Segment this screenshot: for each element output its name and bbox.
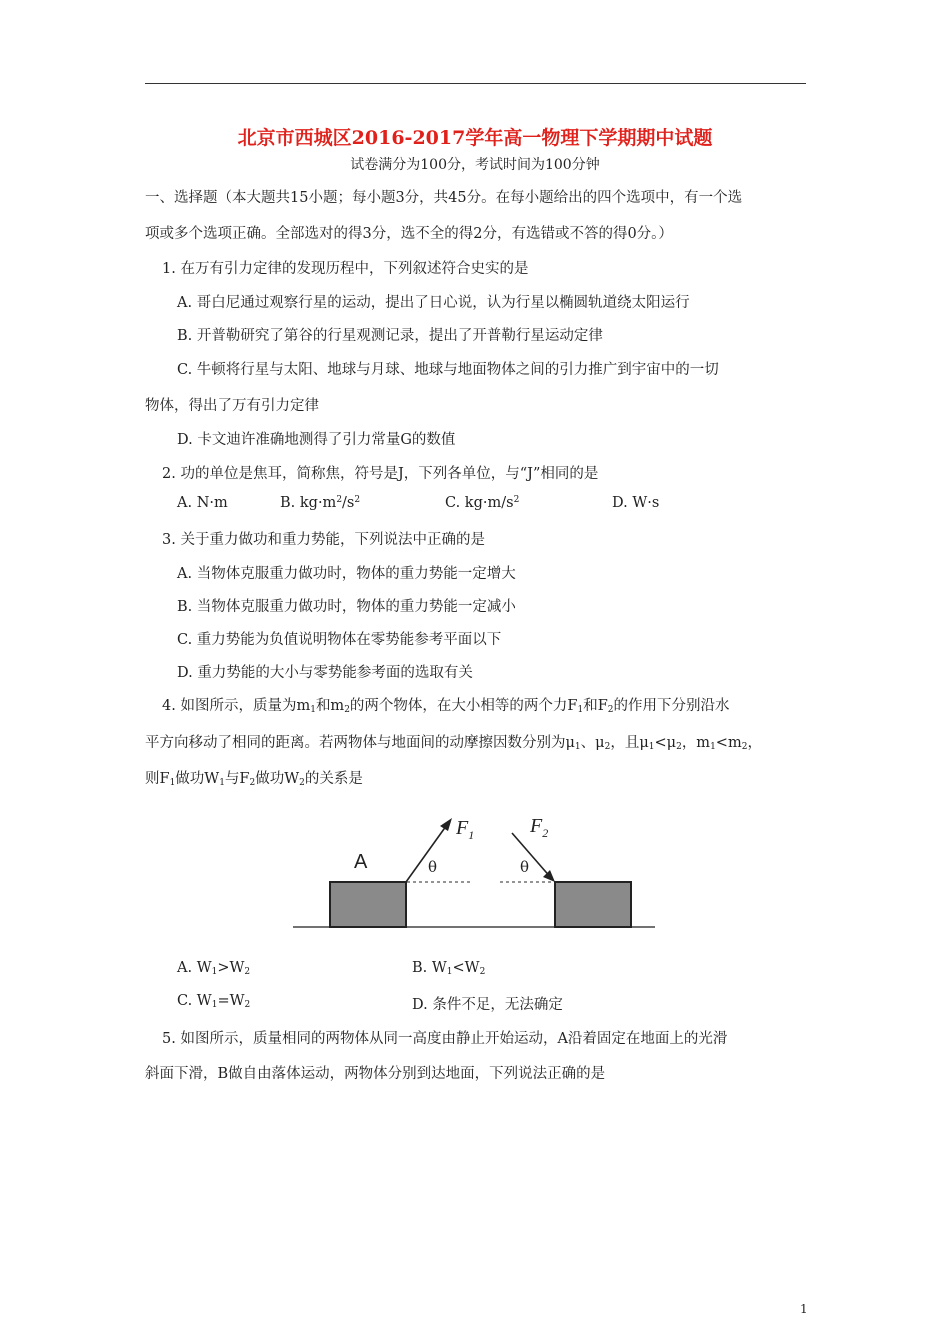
question-4-option-d: D. 条件不足，无法确定 [412,997,563,1013]
question-2-stem: 2. 功的单位是焦耳，简称焦，符号是J，下列各单位，与“J”相同的是 [162,466,599,482]
force-f1-arrowhead [440,818,452,831]
question-4-option-c: C. $W_1=W_2$ [177,993,251,1010]
angle-theta-1: θ [428,858,438,876]
question-3-option-a: A. 当物体克服重力做功时，物体的重力势能一定增大 [177,566,516,582]
question-4-figure [290,810,660,935]
header-rule [145,83,806,84]
question-2-option-d: D. W·s [612,495,660,511]
question-1-option-d: D. 卡文迪许准确地测得了引力常量G的数值 [177,432,456,448]
question-3-option-c: C. 重力势能为负值说明物体在零势能参考平面以下 [177,632,502,648]
question-2-option-c: C. $kg\cdot m/s^2$ [445,495,520,511]
section-instructions-line2: 项或多个选项正确。全部选对的得3分，选不全的得2分，有选错或不答的得0分。） [145,226,673,242]
question-3-option-b: B. 当物体克服重力做功时，物体的重力势能一定减小 [177,599,516,615]
question-3-stem: 3. 关于重力做功和重力势能，下列说法中正确的是 [162,532,485,548]
angle-theta-2: θ [520,858,530,876]
question-4-stem-line1: 4. 如图所示，质量为$m_1$和$m_2$的两个物体，在大小相等的两个力$F_1$和$F_2$的作用下分别沿水 [162,698,730,715]
question-4-option-b: B. $W_1<W_2$ [412,960,486,977]
question-5-stem-line1: 5. 如图所示，质量相同的两物体从同一高度由静止开始运动，A沿着固定在地面上的光滑 [162,1031,728,1047]
page-subtitle: 试卷满分为100分，考试时间为100分钟 [350,157,600,173]
question-4-option-a: A. $W_1>W_2$ [177,960,251,977]
question-2-option-b: B. $kg\cdot m^2/s^2$ [280,495,361,511]
question-5-stem-line2: 斜面下滑，B做自由落体运动，两物体分别到达地面，下列说法正确的是 [145,1066,606,1082]
page-number: 1 [800,1302,808,1316]
question-4-stem-line2: 平方向移动了相同的距离。若两物体与地面间的动摩擦因数分别为$\mu_1$、$\mu_2$，且$\mu_1<\mu_2$，$m_1<m_2$， [145,735,762,752]
question-1-stem: 1. 在万有引力定律的发现历程中，下列叙述符合史实的是 [162,261,529,277]
page-title: 北京市西城区2016-2017学年高一物理下学期期中试题 [237,127,713,149]
block-a [330,882,406,927]
question-1-option-a: A. 哥白尼通过观察行星的运动，提出了日心说，认为行星以椭圆轨道绕太阳运行 [177,295,690,311]
block-b [555,882,631,927]
question-2-option-a: A. N·m [177,495,228,511]
force-f1-label: $F_1$ [456,817,475,842]
section-instructions-line1: 一、选择题（本大题共15小题；每小题3分，共45分。在每小题给出的四个选项中，有一个选 [145,190,743,206]
question-4-stem-line3: 则$F_1$做功$W_1$与$F_2$做功$W_2$的关系是 [145,771,363,788]
question-1-option-c: C. 牛顿将行星与太阳、地球与月球、地球与地面物体之间的引力推广到宇宙中的一切 [177,362,719,378]
question-3-option-d: D. 重力势能的大小与零势能参考面的选取有关 [177,665,473,681]
block-a-label: A [354,851,368,873]
question-1-option-c-cont: 物体，得出了万有引力定律 [145,398,319,414]
force-f2-label: $F_2$ [530,815,549,840]
question-1-option-b: B. 开普勒研究了第谷的行星观测记录，提出了开普勒行星运动定律 [177,328,603,344]
